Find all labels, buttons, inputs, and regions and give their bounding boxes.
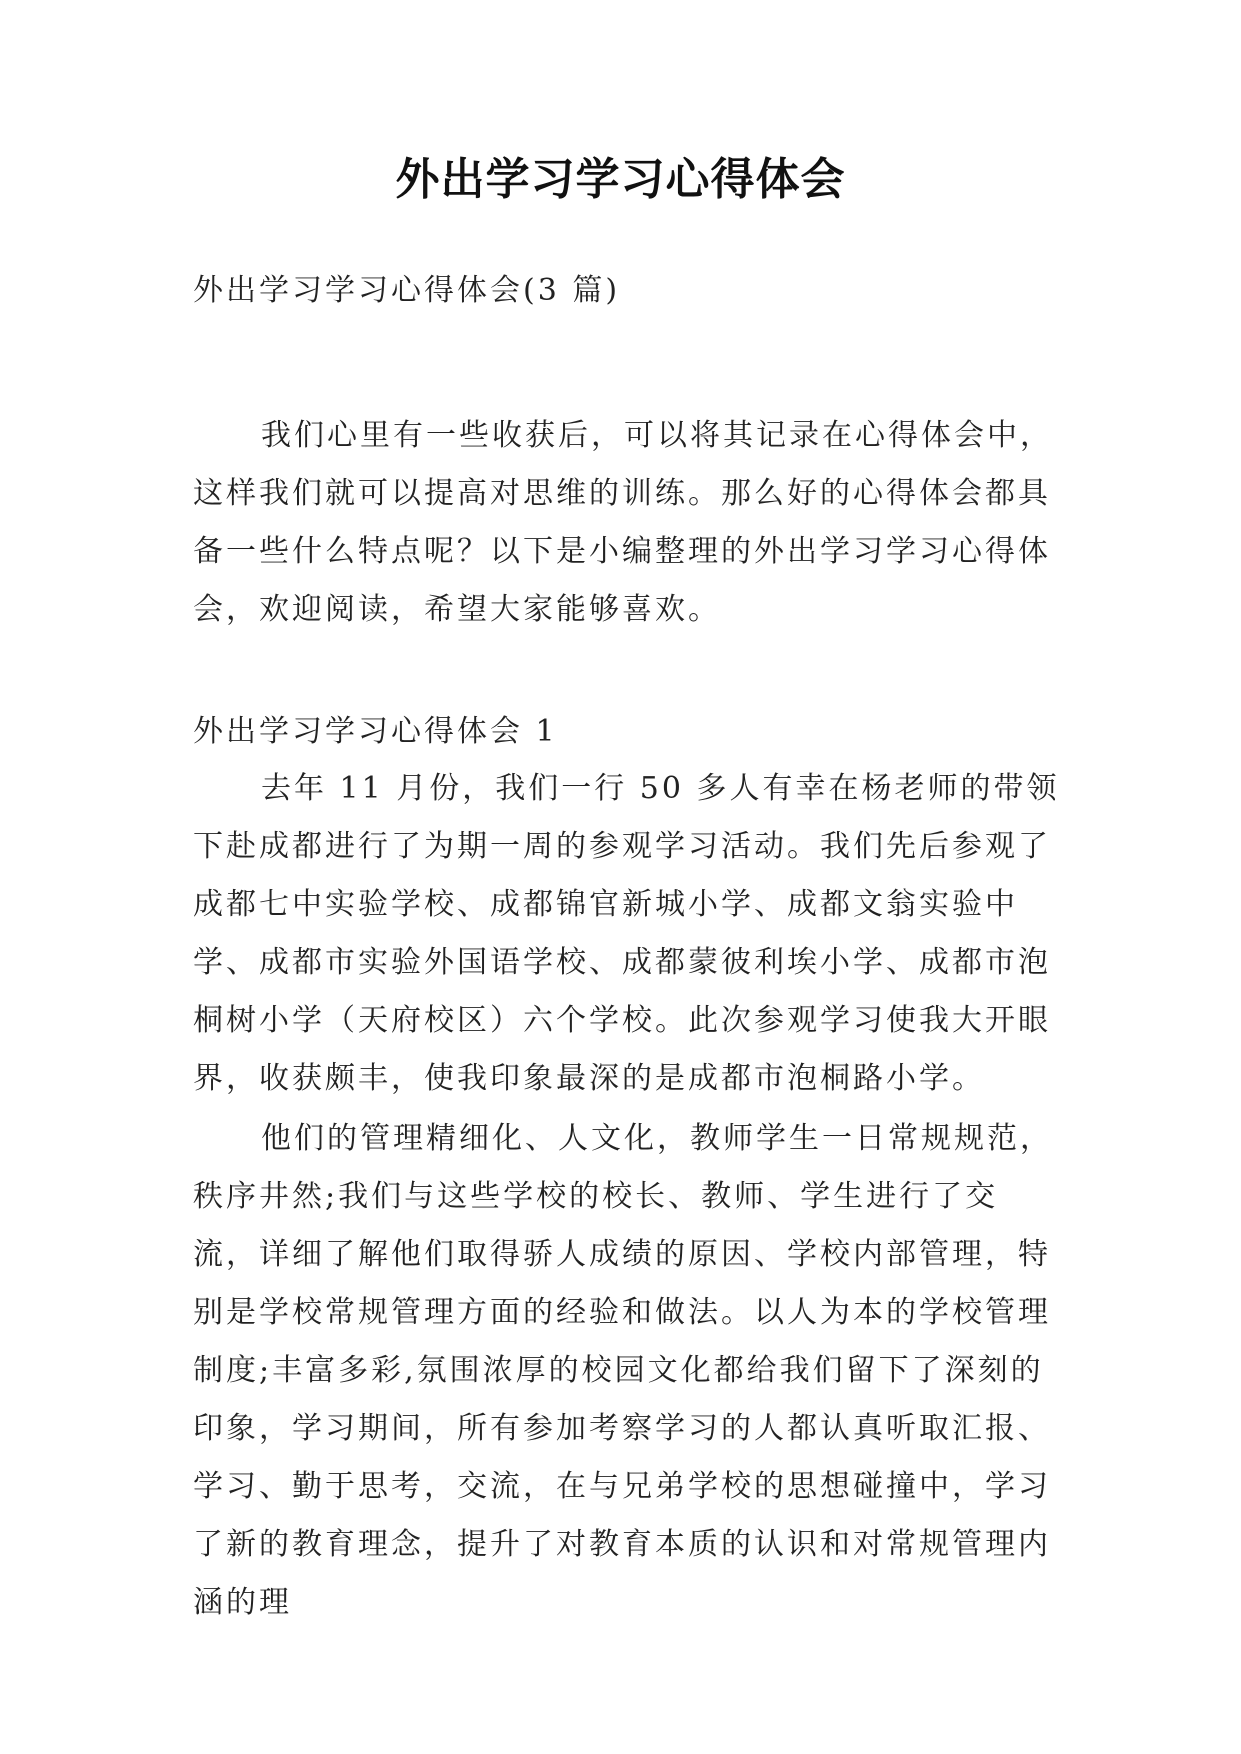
- paragraph-text: 他们的管理精细化、人文化，教师学生一日常规规范，秩序井然;我们与这些学校的校长、教师、学生进行了交流，详细了解他们取得骄人成绩的原因、学校内部管理，特别是学校常规管理方面的经验和做法。以人为本的学校管理制度;丰富多彩,氛围浓厚的校园文化都给我们留下了深刻的印象，学习期间，所有参加考察学习的人都认真听取汇报、学习、勤于思考，交流，在与兄弟学校的思想碰撞中，学习了新的教育理念，提升了对教育本质的认识和对常规管理内涵的理: [193, 1121, 1053, 1620]
- document-subtitle: 外出学习学习心得体会(3 篇): [193, 273, 621, 308]
- section-heading: 外出学习学习心得体会 1: [193, 714, 558, 749]
- section-paragraph-1: [193, 760, 1063, 1108]
- intro-paragraph: [193, 407, 1063, 639]
- section-paragraph-2: [193, 1110, 1063, 1632]
- paragraph-text: 去年 11 月份，我们一行 50 多人有幸在杨老师的带领下赴成都进行了为期一周的参观学习活动。我们先后参观了成都七中实验学校、成都锦官新城小学、成都文翁实验中学、成都市实验外国语学校、成都蒙彼利埃小学、成都市泡桐树小学（天府校区）六个学校。此次参观学习使我大开眼界，收获颇丰，使我印象最深的是成都市泡桐路小学。: [193, 771, 1060, 1096]
- intro-text: 我们心里有一些收获后，可以将其记录在心得体会中，这样我们就可以提高对思维的训练。那么好的心得体会都具备一些什么特点呢？以下是小编整理的外出学习学习心得体会，欢迎阅读，希望大家能够喜欢。: [193, 418, 1053, 627]
- document-title: 外出学习学习心得体会: [395, 154, 846, 205]
